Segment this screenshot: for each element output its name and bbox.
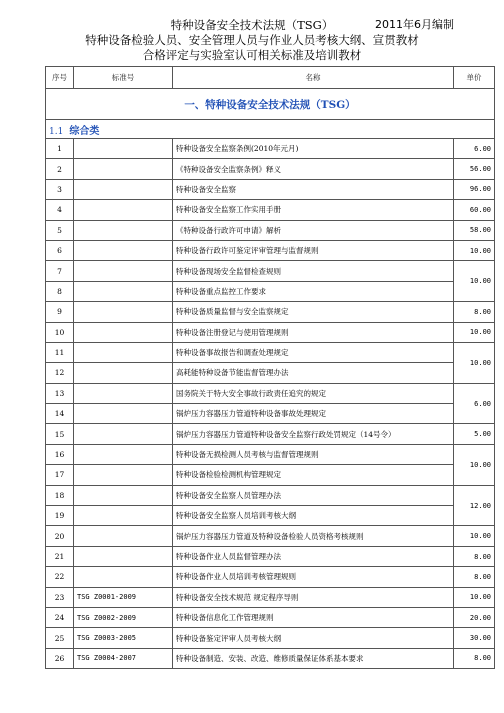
- table-row: [46, 506, 495, 526]
- table-row: [46, 587, 495, 607]
- row-number: 11: [46, 342, 74, 362]
- row-name: 特种设备重点监控工作要求: [173, 281, 454, 301]
- column-header-name: 名称: [173, 67, 454, 89]
- row-number: 4: [46, 200, 74, 220]
- row-standard-code: [74, 383, 173, 403]
- row-price: 8.00: [454, 567, 495, 587]
- table-row: [46, 240, 495, 260]
- table-row: [46, 424, 495, 444]
- row-name: 特种设备安全监察人员管理办法: [173, 485, 454, 505]
- row-number: 9: [46, 302, 74, 322]
- catalog-table: [45, 66, 495, 669]
- table-row: [46, 200, 495, 220]
- row-standard-code: [74, 465, 173, 485]
- row-standard-code: [74, 179, 173, 199]
- row-number: 26: [46, 648, 74, 668]
- table-row: [46, 139, 495, 159]
- row-price: 96.00: [454, 179, 495, 199]
- table-row: [46, 261, 495, 281]
- row-standard-code: [74, 363, 173, 383]
- table-row: [46, 444, 495, 464]
- row-standard-code: TSG Z0004-2007: [74, 648, 173, 668]
- row-name: 特种设备行政许可鉴定评审管理与监督规则: [173, 240, 454, 260]
- row-price: 10.00: [454, 261, 495, 302]
- row-price: 30.00: [454, 628, 495, 648]
- row-name: 特种设备安全技术规范 规定程序导则: [173, 587, 454, 607]
- row-name: 特种设备现场安全监督检查规则: [173, 261, 454, 281]
- row-price: 20.00: [454, 607, 495, 627]
- row-name: 国务院关于特大安全事故行政责任追究的规定: [173, 383, 454, 403]
- row-name: 《特种设备安全监察条例》释义: [173, 159, 454, 179]
- row-name: 特种设备作业人员培训考核管理规则: [173, 567, 454, 587]
- table-row: [46, 159, 495, 179]
- table-row: [46, 607, 495, 627]
- section-row: [46, 89, 495, 120]
- row-number: 12: [46, 363, 74, 383]
- column-header-price: 单价: [454, 67, 495, 89]
- section-title: 一、特种设备安全技术法规（TSG）: [46, 89, 495, 120]
- row-number: 1: [46, 139, 74, 159]
- row-name: 特种设备安全监察人员培训考核大纲: [173, 506, 454, 526]
- row-price: 10.00: [454, 342, 495, 383]
- column-header-no: 序号: [46, 67, 74, 89]
- row-number: 13: [46, 383, 74, 403]
- table-row: [46, 281, 495, 301]
- row-number: 23: [46, 587, 74, 607]
- row-price: 10.00: [454, 240, 495, 260]
- row-number: 21: [46, 546, 74, 566]
- row-standard-code: [74, 220, 173, 240]
- row-price: 60.00: [454, 200, 495, 220]
- row-price: 6.00: [454, 383, 495, 424]
- table-row: [46, 383, 495, 403]
- row-name: 特种设备制造、安装、改造、维修质量保证体系基本要求: [173, 648, 454, 668]
- row-number: 15: [46, 424, 74, 444]
- row-standard-code: [74, 424, 173, 444]
- row-number: 7: [46, 261, 74, 281]
- row-number: 10: [46, 322, 74, 342]
- subsection-name: 综合类: [69, 125, 100, 137]
- row-number: 2: [46, 159, 74, 179]
- row-name: 锅炉压力容器压力管道及特种设备检验人员资格考核规则: [173, 526, 454, 546]
- table-row: [46, 342, 495, 362]
- table-row: [46, 322, 495, 342]
- row-name: 特种设备事故报告和调查处理规定: [173, 342, 454, 362]
- subsection-number: 1.1: [49, 126, 64, 137]
- subsection-row: [46, 120, 495, 139]
- row-price: 56.00: [454, 159, 495, 179]
- title-line-1: 特种设备安全技术法规（TSG）: [170, 18, 334, 32]
- table-row: [46, 628, 495, 648]
- row-number: 25: [46, 628, 74, 648]
- row-name: 特种设备信息化工作管理规则: [173, 607, 454, 627]
- row-price: 10.00: [454, 444, 495, 485]
- table-row: [46, 302, 495, 322]
- row-number: 18: [46, 485, 74, 505]
- title-line-2: 特种设备检验人员、安全管理人员与作业人员考核大纲、宣贯教材: [85, 33, 419, 47]
- row-number: 16: [46, 444, 74, 464]
- row-price: 10.00: [454, 526, 495, 546]
- table-row: [46, 363, 495, 383]
- title-line-3: 合格评定与实验室认可相关标准及培训教材: [142, 48, 362, 62]
- row-name: 锅炉压力容器压力管道特种设备事故处理规定: [173, 404, 454, 424]
- row-standard-code: [74, 322, 173, 342]
- row-number: 5: [46, 220, 74, 240]
- row-number: 3: [46, 179, 74, 199]
- row-number: 24: [46, 607, 74, 627]
- row-name: 特种设备无损检测人员考核与监督管理规则: [173, 444, 454, 464]
- subsection-cell: [46, 120, 495, 139]
- edition-date: 2011年6月编制: [375, 18, 454, 31]
- row-name: 特种设备安全监察: [173, 179, 454, 199]
- row-price: 8.00: [454, 546, 495, 566]
- row-standard-code: TSG Z0001-2009: [74, 587, 173, 607]
- row-name: 特种设备检验检测机构管理规定: [173, 465, 454, 485]
- table-row: [46, 220, 495, 240]
- row-price: 10.00: [454, 322, 495, 342]
- row-number: 6: [46, 240, 74, 260]
- row-price: 8.00: [454, 648, 495, 668]
- row-name: 特种设备鉴定评审人员考核大纲: [173, 628, 454, 648]
- row-standard-code: [74, 485, 173, 505]
- row-name: 特种设备作业人员监督管理办法: [173, 546, 454, 566]
- row-number: 8: [46, 281, 74, 301]
- row-name: 《特种设备行政许可申请》解析: [173, 220, 454, 240]
- row-standard-code: TSG Z0002-2009: [74, 607, 173, 627]
- row-number: 17: [46, 465, 74, 485]
- row-standard-code: [74, 159, 173, 179]
- row-number: 19: [46, 506, 74, 526]
- row-standard-code: [74, 342, 173, 362]
- row-standard-code: [74, 546, 173, 566]
- column-header-std: 标准号: [74, 67, 173, 89]
- row-standard-code: [74, 240, 173, 260]
- row-name: 锅炉压力容器压力管道特种设备安全监察行政处罚规定（14号令）: [173, 424, 454, 444]
- row-price: 5.00: [454, 424, 495, 444]
- row-standard-code: [74, 444, 173, 464]
- row-price: 10.00: [454, 587, 495, 607]
- row-standard-code: [74, 404, 173, 424]
- row-name: 特种设备质量监督与安全监察规定: [173, 302, 454, 322]
- table-header-row: [46, 67, 495, 89]
- row-price: 8.00: [454, 302, 495, 322]
- table-row: [46, 526, 495, 546]
- row-price: 58.00: [454, 220, 495, 240]
- row-standard-code: [74, 506, 173, 526]
- row-price: 12.00: [454, 485, 495, 526]
- table-row: [46, 404, 495, 424]
- row-standard-code: [74, 261, 173, 281]
- table-row: [46, 546, 495, 566]
- row-standard-code: [74, 139, 173, 159]
- row-standard-code: TSG Z0003-2005: [74, 628, 173, 648]
- row-number: 20: [46, 526, 74, 546]
- row-name: 高耗能特种设备节能监督管理办法: [173, 363, 454, 383]
- row-name: 特种设备注册登记与使用管理规则: [173, 322, 454, 342]
- row-number: 22: [46, 567, 74, 587]
- table-row: [46, 465, 495, 485]
- row-number: 14: [46, 404, 74, 424]
- table-row: [46, 179, 495, 199]
- row-standard-code: [74, 567, 173, 587]
- row-name: 特种设备安全监察工作实用手册: [173, 200, 454, 220]
- row-standard-code: [74, 200, 173, 220]
- row-name: 特种设备安全监察条例(2010年元月): [173, 139, 454, 159]
- row-standard-code: [74, 281, 173, 301]
- table-row: [46, 485, 495, 505]
- row-standard-code: [74, 302, 173, 322]
- row-standard-code: [74, 526, 173, 546]
- table-row: [46, 567, 495, 587]
- table-row: [46, 648, 495, 668]
- row-price: 6.00: [454, 139, 495, 159]
